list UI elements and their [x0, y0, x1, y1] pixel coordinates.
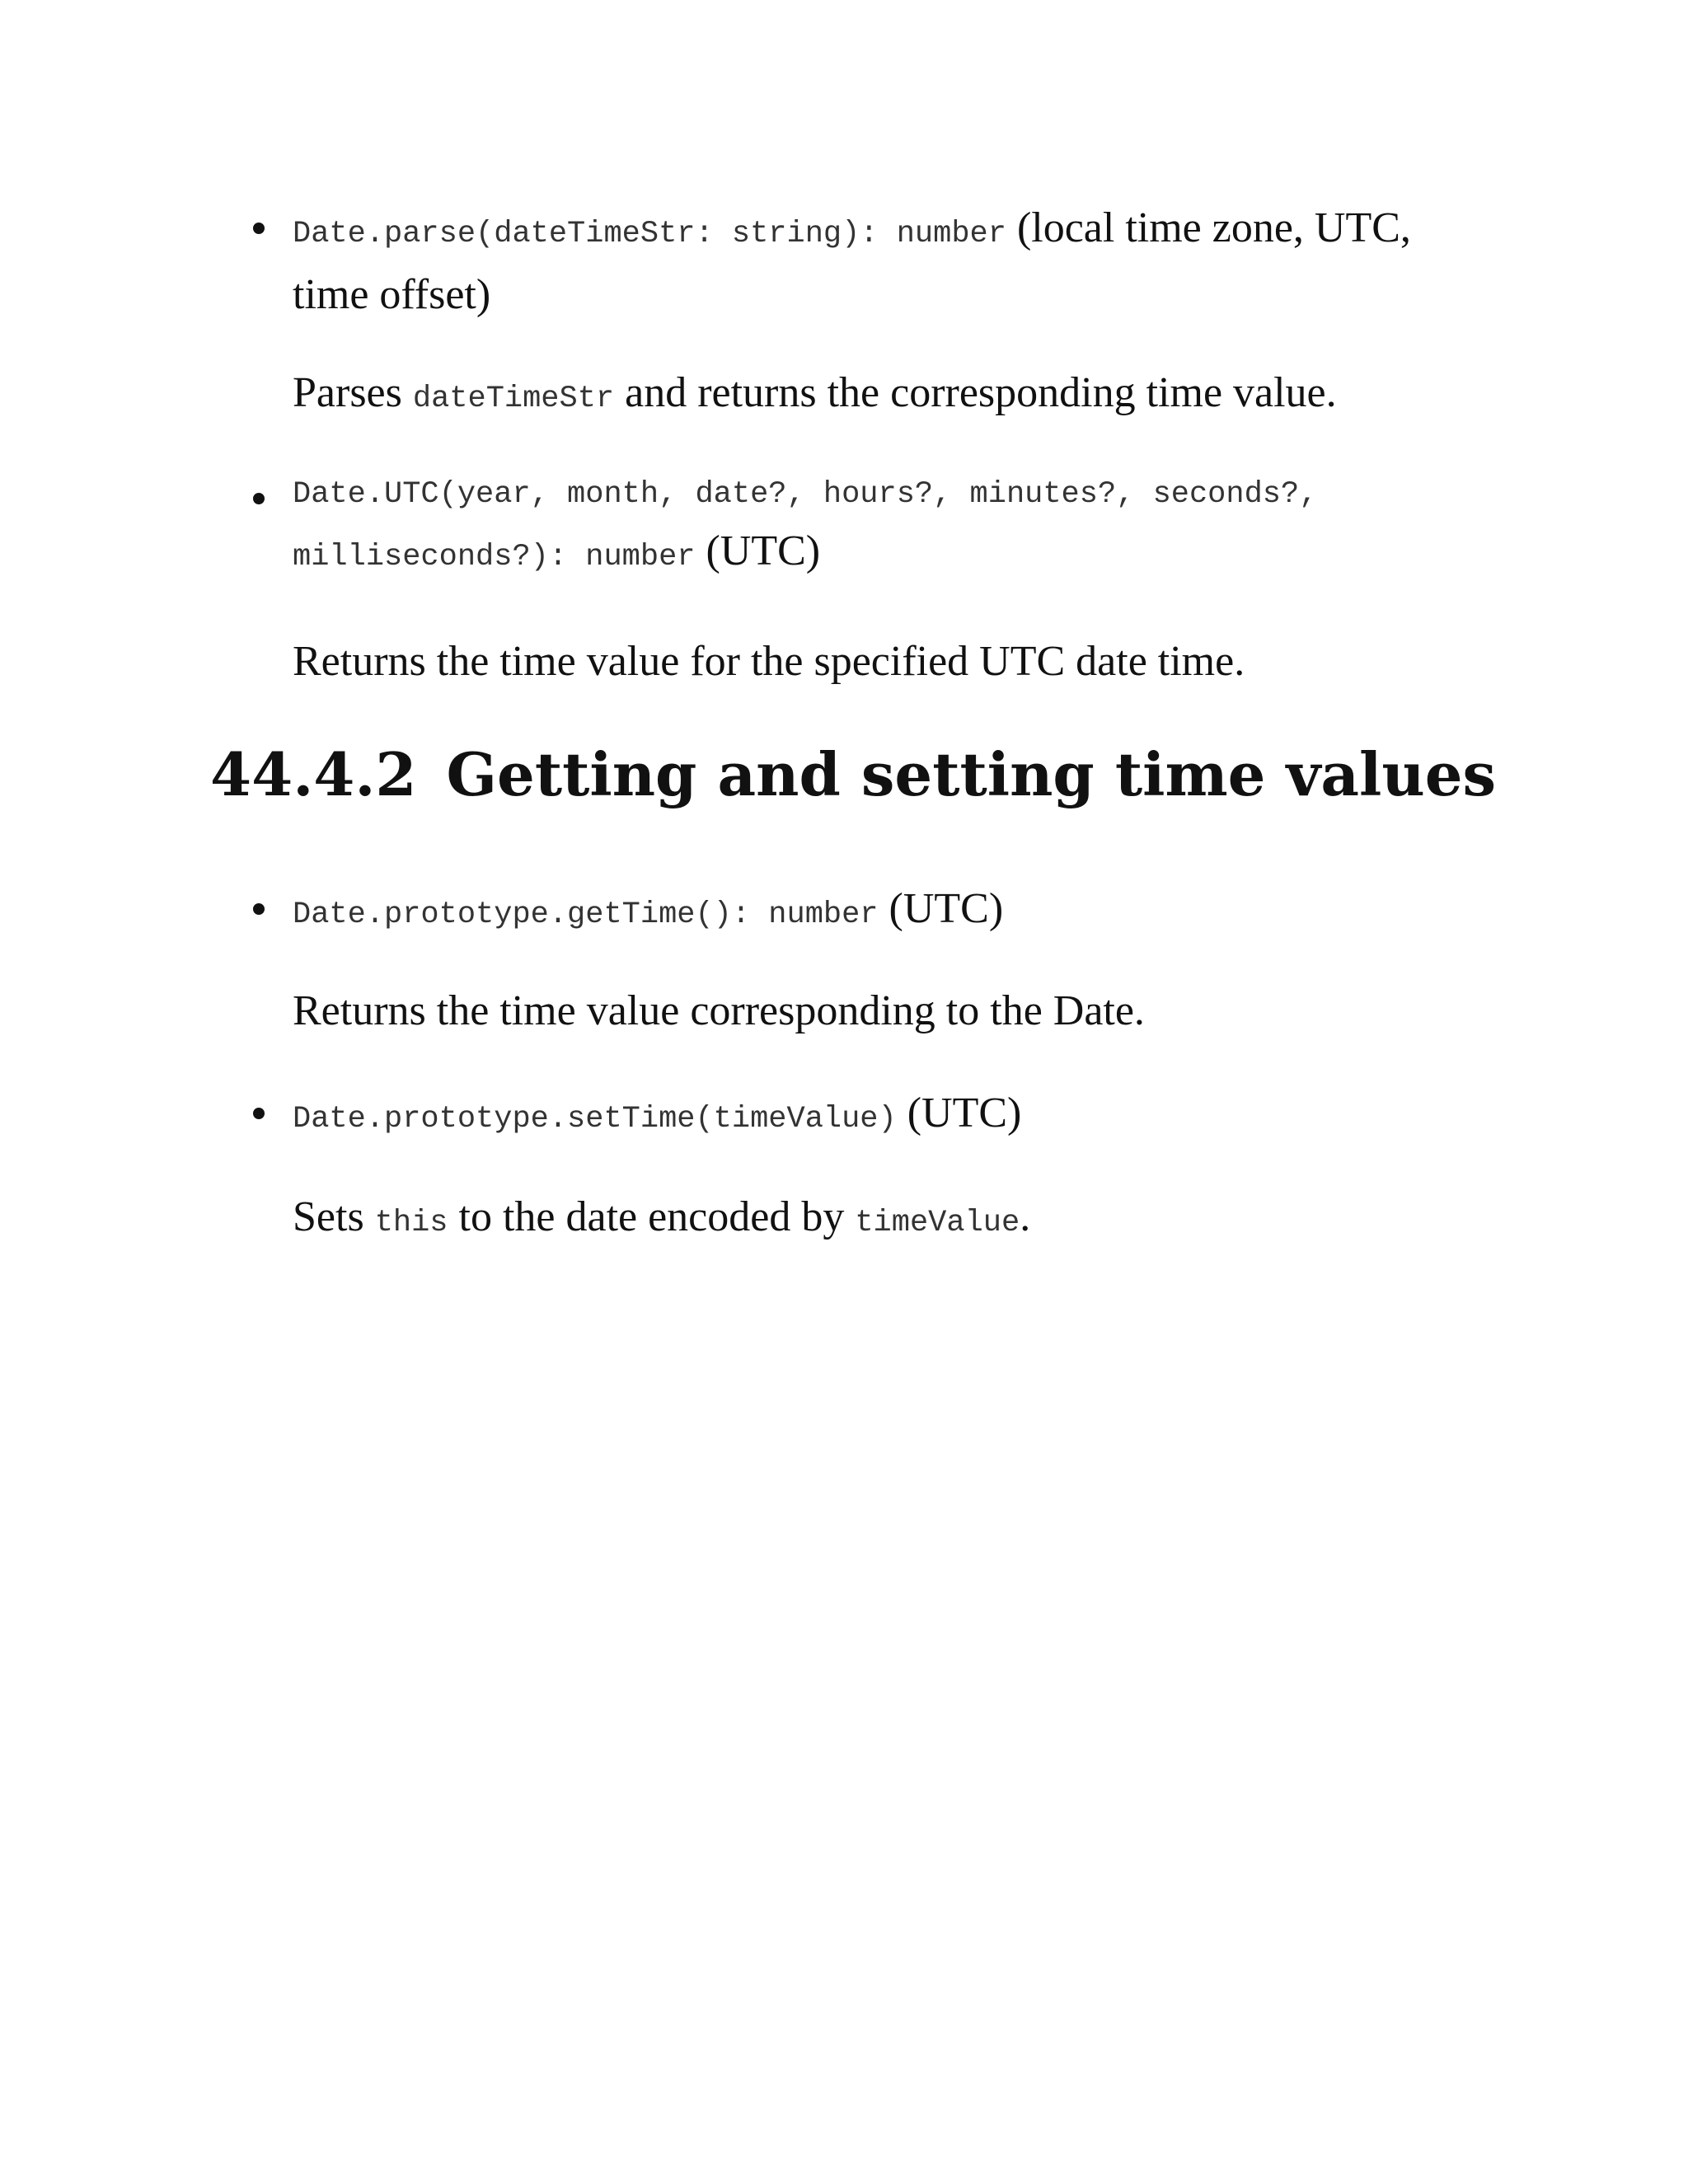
- list-item-date-parse: [293, 198, 1447, 326]
- signature-note: (local time zone, UTC, time offset): [293, 204, 1411, 318]
- code-signature: Date.prototype.getTime(): number: [293, 898, 879, 932]
- bullet-icon: [253, 493, 265, 504]
- code-signature-line1: Date.UTC(year, month, date?, hours?, minutes?, seconds?,: [293, 477, 1318, 512]
- item-description: Returns the time value corresponding to the Date.: [293, 987, 1145, 1034]
- bullet-icon: [253, 223, 265, 234]
- desc-text: Parses: [293, 369, 402, 416]
- code-signature: Date.parse(dateTimeStr: string): number: [293, 217, 1006, 251]
- section-title: Getting and setting time values: [446, 739, 1497, 809]
- inline-code: dateTimeStr: [412, 382, 615, 416]
- desc-text: Sets: [293, 1193, 364, 1240]
- list-item-set-time: [293, 1083, 1447, 1150]
- desc-text: and returns the corresponding time value.: [625, 369, 1337, 416]
- signature-note: (UTC): [706, 527, 821, 574]
- desc-text: .: [1020, 1193, 1031, 1240]
- section-heading: [210, 738, 1496, 812]
- inline-code: timeValue: [855, 1206, 1020, 1240]
- desc-text: to the date encoded by: [458, 1193, 845, 1240]
- item-description: [293, 1187, 1529, 1254]
- inline-code: this: [374, 1206, 448, 1240]
- signature-note: (UTC): [889, 885, 1004, 932]
- list-item-get-time: [293, 879, 1447, 945]
- code-signature-line2: milliseconds?): number: [293, 540, 696, 574]
- code-signature: Date.prototype.setTime(timeValue): [293, 1102, 897, 1137]
- item-description: [293, 363, 1529, 429]
- bullet-icon: [253, 1108, 265, 1119]
- item-description: Returns the time value for the specified UTC date time.: [293, 638, 1245, 685]
- signature-note: (UTC): [907, 1090, 1022, 1137]
- bullet-icon: [253, 903, 265, 915]
- list-item-date-utc: [293, 468, 1447, 588]
- section-number: 44.4.2: [210, 739, 417, 809]
